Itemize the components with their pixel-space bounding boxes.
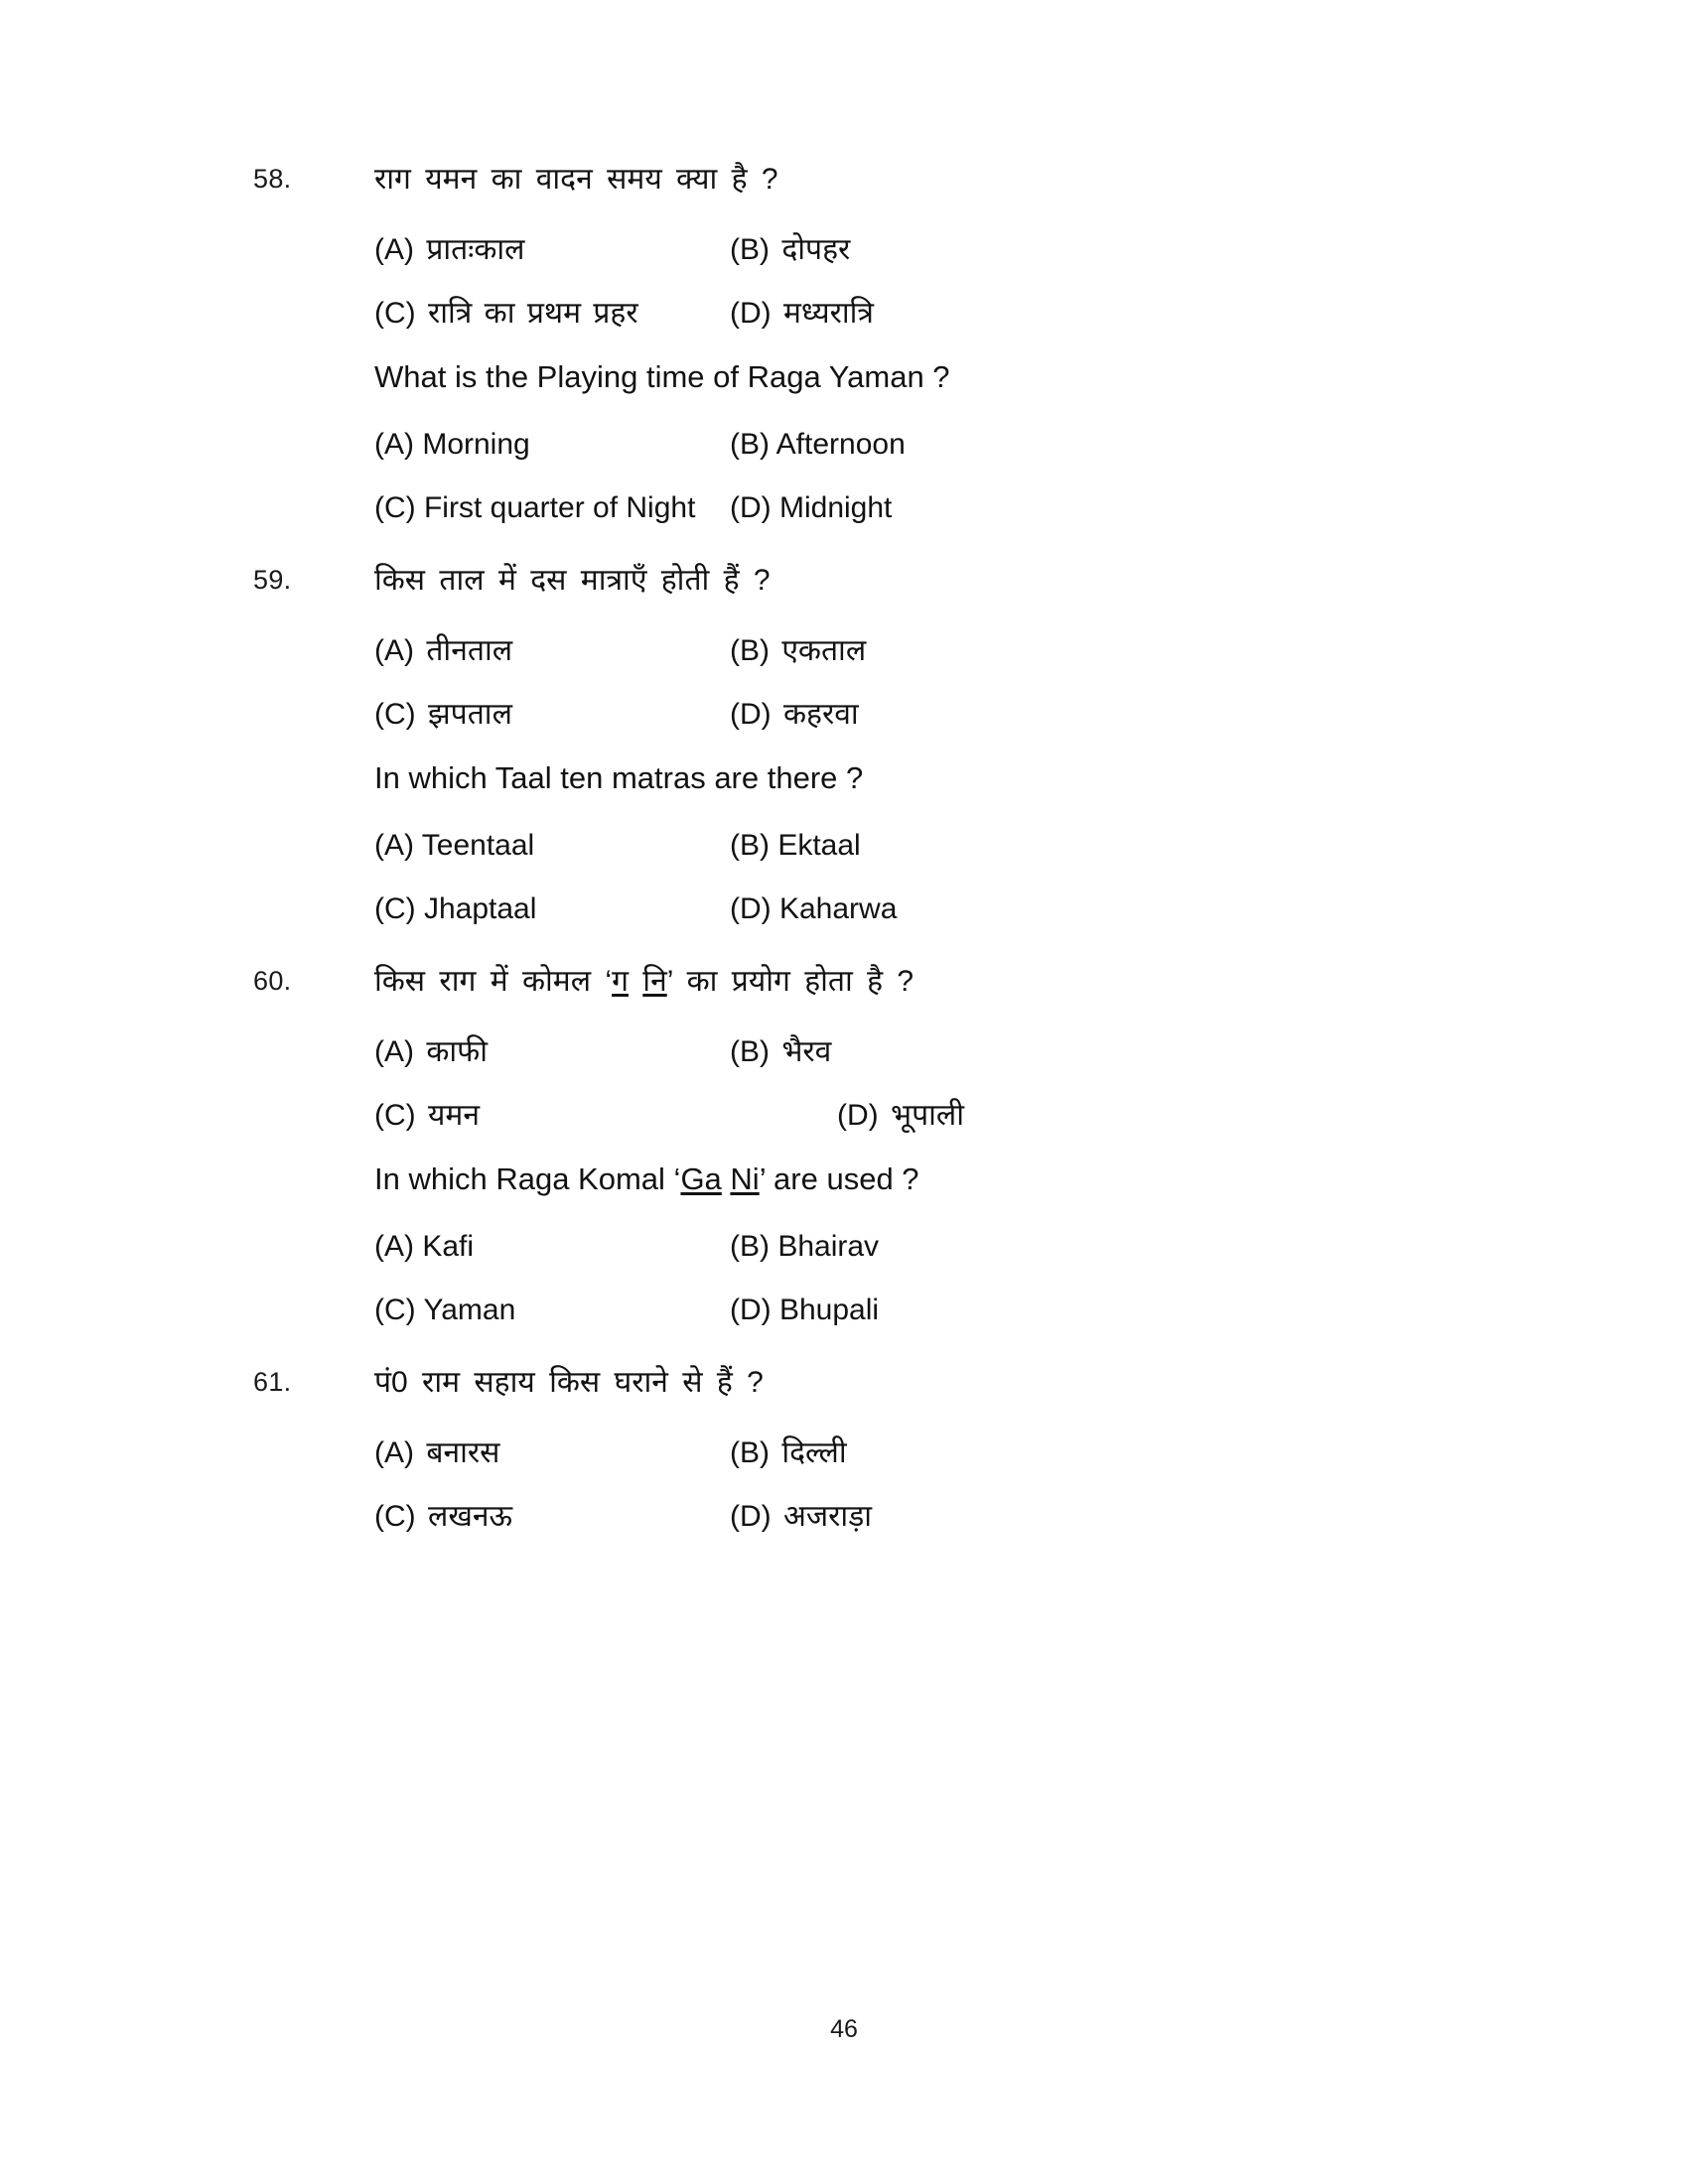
spacer <box>253 1146 1445 1158</box>
question-58-hindi-options-row-1 <box>253 228 1445 280</box>
question-60-hindi-option-c[interactable]: (C) यमन <box>374 1099 480 1132</box>
spacer <box>253 1483 1445 1495</box>
question-59-hindi-text: किस ताल में दस मात्राएँ होती हैं ? <box>374 564 771 597</box>
question-60-english-option-a[interactable]: (A) Kafi <box>374 1230 475 1263</box>
question-60-english-text <box>253 1158 1445 1213</box>
question-59-hindi-option-c[interactable]: (C) झपताल <box>374 698 512 731</box>
question-58-hindi-option-b[interactable]: (B) दोपहर <box>730 233 851 266</box>
question-60-hindi-text-post: ’ का प्रयोग होता है ? <box>666 965 914 998</box>
question-58-number: 58. <box>253 164 292 194</box>
question-59-hindi-options-row-1 <box>253 629 1445 681</box>
question-61-hindi-options-row-1 <box>253 1432 1445 1483</box>
page-number: 46 <box>830 2015 858 2043</box>
question-61-hindi-options-row-2 <box>253 1495 1445 1547</box>
question-58-hindi-options-row-2 <box>253 292 1445 343</box>
question-59-english-option-a[interactable]: (A) Teentaal <box>374 829 535 862</box>
question-58-hindi-option-d[interactable]: (D) मध्यरात्रि <box>730 297 874 330</box>
question-60-hindi-options-row-2 <box>253 1094 1445 1146</box>
question-61-hindi-text: पं0 राम सहाय किस घराने से हैं ? <box>374 1366 764 1399</box>
spacer <box>253 681 1445 693</box>
question-list <box>253 159 1445 1547</box>
spacer <box>253 216 1445 228</box>
spacer <box>253 475 1445 486</box>
question-58-english-text: What is the Playing time of Raga Yaman ? <box>374 359 950 394</box>
question-59-number: 59. <box>253 565 292 595</box>
question-58-english-options-row-2 <box>253 486 1445 538</box>
spacer <box>253 1213 1445 1225</box>
question-58-english-option-a[interactable]: (A) Morning <box>374 428 530 461</box>
question-59-hindi-options-row-2 <box>253 693 1445 745</box>
question-60-heading <box>253 961 1445 1019</box>
question-60-english-option-c[interactable]: (C) Yaman <box>374 1294 516 1326</box>
spacer <box>253 1340 1445 1362</box>
question-59-english-text: In which Taal ten matras are there ? <box>374 760 864 795</box>
spacer <box>253 812 1445 824</box>
spacer <box>253 411 1445 423</box>
question-61-hindi-option-b[interactable]: (B) दिल्ली <box>730 1436 847 1469</box>
question-58-english-option-c[interactable]: (C) First quarter of Night <box>374 491 696 524</box>
question-59-hindi-option-d[interactable]: (D) कहरवा <box>730 698 859 731</box>
question-60-english-text-post: ’ are used ? <box>759 1161 919 1196</box>
question-58-hindi-option-c[interactable]: (C) रात्रि का प्रथम प्रहर <box>374 297 638 330</box>
question-59-english-option-c[interactable]: (C) Jhaptaal <box>374 892 537 925</box>
question-60-number: 60. <box>253 966 292 996</box>
question-60-english-text-pre: In which Raga Komal ‘ <box>374 1161 681 1196</box>
question-58-english-option-b[interactable]: (B) Afternoon <box>730 428 906 461</box>
spacer <box>253 876 1445 887</box>
question-58-heading <box>253 159 1445 216</box>
spacer <box>253 617 1445 629</box>
question-61-hindi-option-c[interactable]: (C) लखनऊ <box>374 1500 513 1533</box>
spacer <box>253 1082 1445 1094</box>
spacer <box>253 343 1445 355</box>
question-60-hindi-text <box>374 961 1445 1003</box>
question-59-english-options-row-2 <box>253 887 1445 939</box>
question-60-english-option-d[interactable]: (D) Bhupali <box>730 1294 880 1326</box>
question-60-hindi-text-pre: किस राग में कोमल ‘ <box>374 965 613 998</box>
question-61-hindi-option-d[interactable]: (D) अजराड़ा <box>730 1500 873 1533</box>
question-60-english-underline-ga: Ga <box>680 1161 722 1196</box>
question-60-english-option-b[interactable]: (B) Bhairav <box>730 1230 880 1263</box>
question-59-english-option-b[interactable]: (B) Ektaal <box>730 829 861 862</box>
question-61-hindi-option-a[interactable]: (A) बनारस <box>374 1436 500 1469</box>
spacer <box>253 939 1445 961</box>
question-58-english-option-d[interactable]: (D) Midnight <box>730 491 893 524</box>
question-58 <box>253 159 1445 538</box>
question-60-english-underline-ni: Ni <box>730 1161 760 1196</box>
question-60 <box>253 961 1445 1340</box>
question-60-hindi-text-mid <box>629 965 642 998</box>
question-60-hindi-option-a[interactable]: (A) काफी <box>374 1035 489 1068</box>
question-59-heading <box>253 560 1445 617</box>
spacer <box>253 280 1445 292</box>
question-58-hindi-option-a[interactable]: (A) प्रातःकाल <box>374 233 525 266</box>
question-60-hindi-underline-ga: ग <box>612 965 629 998</box>
question-59-english-options-row-1 <box>253 824 1445 876</box>
question-59 <box>253 560 1445 939</box>
spacer <box>253 1420 1445 1432</box>
question-61-heading <box>253 1362 1445 1420</box>
question-58-english-options-row-1 <box>253 423 1445 475</box>
question-61 <box>253 1362 1445 1547</box>
question-60-english-options-row-1 <box>253 1225 1445 1277</box>
question-59-hindi-option-a[interactable]: (A) तीनताल <box>374 634 513 667</box>
question-60-hindi-options-row-1 <box>253 1030 1445 1082</box>
spacer <box>253 1277 1445 1289</box>
question-59-english-option-d[interactable]: (D) Kaharwa <box>730 892 898 925</box>
question-58-hindi-text: राग यमन का वादन समय क्या है ? <box>374 163 778 196</box>
question-60-english-options-row-2 <box>253 1289 1445 1340</box>
spacer <box>253 745 1445 756</box>
spacer <box>253 538 1445 560</box>
question-61-number: 61. <box>253 1367 292 1397</box>
question-60-hindi-underline-ni: नि <box>642 965 667 998</box>
question-59-hindi-option-b[interactable]: (B) एकताल <box>730 634 867 667</box>
question-60-hindi-option-d[interactable]: (D) भूपाली <box>837 1099 964 1132</box>
spacer <box>253 1019 1445 1030</box>
question-60-hindi-option-b[interactable]: (B) भैरव <box>730 1035 832 1068</box>
